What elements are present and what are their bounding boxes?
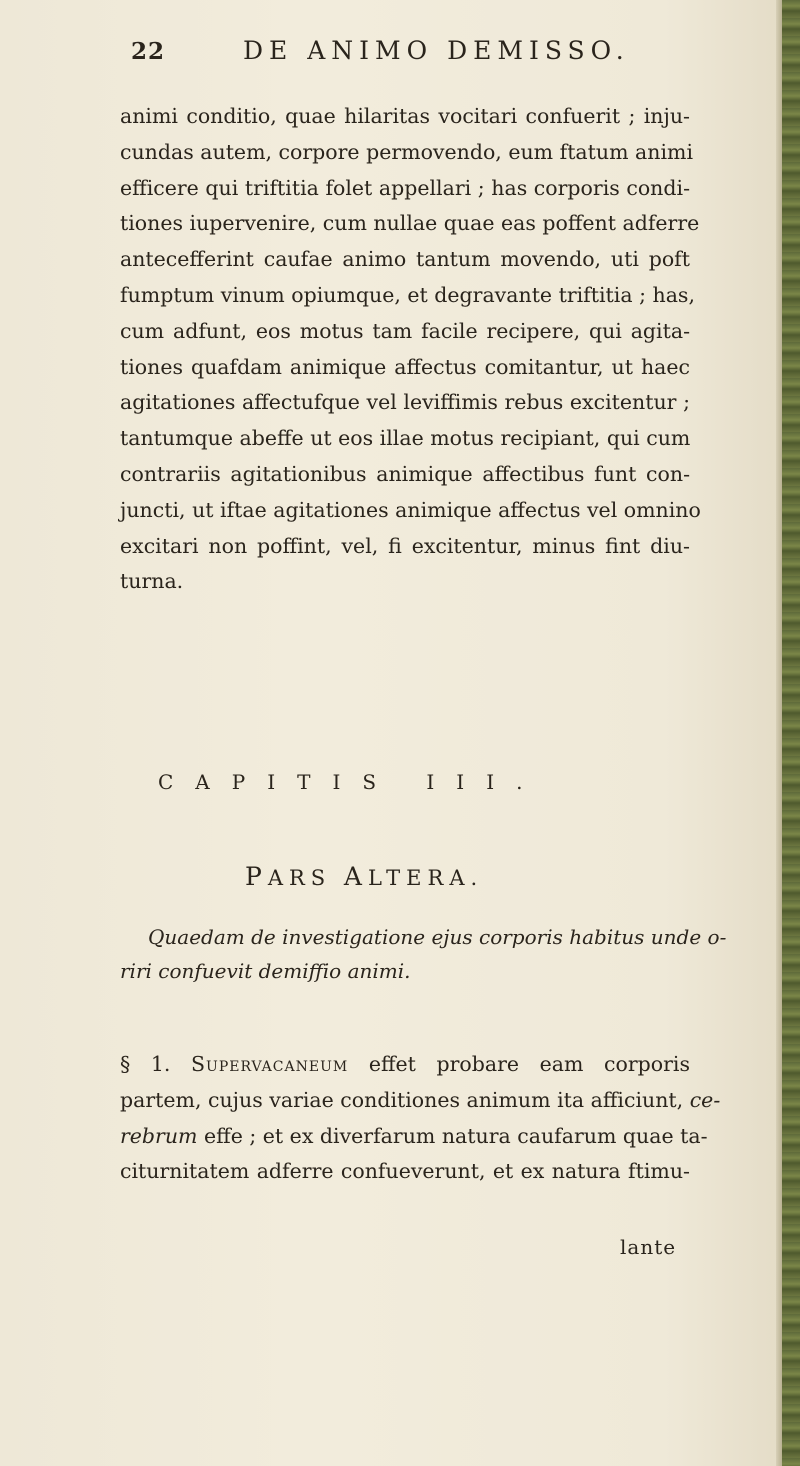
chapter-subtitle bbox=[120, 920, 727, 988]
text-line: animi conditio, quae hilaritas vocitari confuerit ; inju- bbox=[120, 104, 690, 128]
text-line bbox=[120, 1083, 721, 1119]
subtitle-line: riri confuevit demiffio animi. bbox=[120, 959, 411, 983]
chapter-heading: CAPITIS III. bbox=[158, 770, 545, 794]
text-line bbox=[120, 1047, 690, 1083]
text-line: turna. bbox=[120, 569, 184, 594]
italic-span: rebrum bbox=[120, 1123, 198, 1148]
page-header bbox=[131, 34, 651, 74]
running-head: DE ANIMO DEMISSO. bbox=[243, 36, 630, 65]
text-line: excitari non poffint, vel, fi excitentur, minus fint diu- bbox=[120, 533, 690, 558]
text-line: fumptum vinum opiumque, et degravante triftitia ; has, bbox=[120, 282, 695, 307]
italic-span: ce- bbox=[689, 1087, 721, 1112]
page-number: 22 bbox=[131, 38, 166, 65]
text-line: efficere qui triftitia folet appellari ; has corporis condi- bbox=[120, 175, 690, 200]
body-paragraph bbox=[120, 99, 701, 600]
text-line: agitationes affectufque vel leviffimis rebus excitentur ; bbox=[120, 390, 690, 415]
text-line: tiones quafdam animique affectus comitantur, ut haec bbox=[120, 354, 690, 379]
section-mark: § 1. bbox=[120, 1052, 171, 1076]
text-line: tantumque abeffe ut eos illae motus recipiant, qui cum bbox=[120, 426, 691, 451]
part-initial: P bbox=[245, 862, 268, 891]
text-line: cum adfunt, eos motus tam facile recipere, qui agita- bbox=[120, 318, 690, 343]
part-heading bbox=[245, 862, 483, 891]
text-line: tiones iupervenire, cum nullae quae eas poffent adferre bbox=[120, 211, 700, 236]
text-span: partem, cujus variae conditiones animum ita afficiunt, bbox=[120, 1087, 684, 1112]
section-paragraph bbox=[120, 1047, 721, 1190]
text-span: effet probare eam corporis bbox=[368, 1052, 690, 1076]
part-initial-2: A bbox=[343, 862, 368, 891]
part-word: ARS bbox=[267, 866, 344, 890]
section-lead-word: Supervacaneum bbox=[191, 1052, 349, 1076]
subtitle-line: Quaedam de investigatione ejus corporis habitus unde o- bbox=[148, 925, 727, 949]
text-line: antecefferint caufae animo tantum movendo, uti poft bbox=[120, 247, 690, 272]
text-line: citurnitatem adferre confueverunt, et ex natura ftimu- bbox=[120, 1159, 690, 1184]
part-word-2: LTERA. bbox=[367, 866, 484, 890]
text-line: contrariis agitationibus animique affectibus funt con- bbox=[120, 461, 690, 486]
text-line: cundas autem, corpore permovendo, eum ftatum animi bbox=[120, 139, 694, 164]
text-span: effe ; et ex diverfarum natura caufarum quae ta- bbox=[204, 1123, 708, 1148]
book-edge bbox=[782, 0, 800, 1466]
text-line bbox=[120, 1119, 708, 1155]
text-line: juncti, ut iftae agitationes animique affectus vel omnino bbox=[120, 497, 701, 522]
catchword: lante bbox=[620, 1235, 677, 1259]
